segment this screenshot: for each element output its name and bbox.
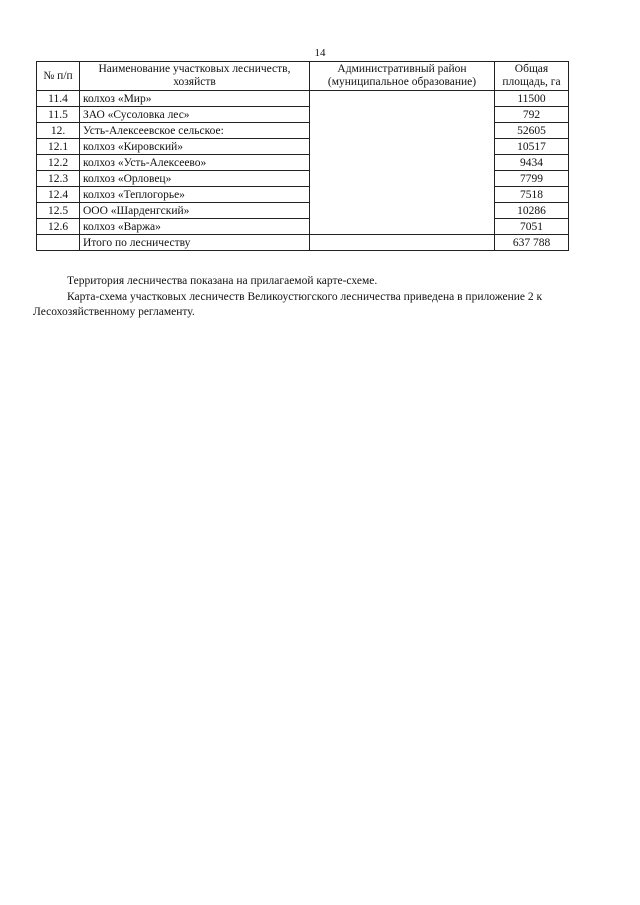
- row-area: 10517: [495, 139, 569, 155]
- header-area: Общая площадь, га: [495, 62, 569, 91]
- row-num: 12.3: [37, 171, 80, 187]
- table-header-row: [37, 62, 569, 91]
- row-num: 12.4: [37, 187, 80, 203]
- row-area: 10286: [495, 203, 569, 219]
- row-num: 12.2: [37, 155, 80, 171]
- row-name: колхоз «Теплогорье»: [80, 187, 310, 203]
- row-area: 52605: [495, 123, 569, 139]
- row-area: 7518: [495, 187, 569, 203]
- total-row: [37, 235, 569, 251]
- total-label: Итого по лесничеству: [80, 235, 310, 251]
- forestry-table: [36, 61, 569, 251]
- row-area: 792: [495, 107, 569, 123]
- total-num-cell: [37, 235, 80, 251]
- row-name: колхоз «Мир»: [80, 91, 310, 107]
- district-cell: [310, 91, 495, 235]
- row-num: 12.: [37, 123, 80, 139]
- row-name: колхоз «Орловец»: [80, 171, 310, 187]
- total-district-cell: [310, 235, 495, 251]
- row-name: ООО «Шарденгский»: [80, 203, 310, 219]
- row-area: 11500: [495, 91, 569, 107]
- header-name: Наименование участковых лесничеств, хозяйств: [80, 62, 310, 91]
- row-name: колхоз «Кировский»: [80, 139, 310, 155]
- row-num: 11.4: [37, 91, 80, 107]
- total-area: 637 788: [495, 235, 569, 251]
- row-area: 7051: [495, 219, 569, 235]
- row-num: 12.6: [37, 219, 80, 235]
- header-district: Административный район (муниципальное образование): [310, 62, 495, 91]
- row-name: ЗАО «Сусоловка лес»: [80, 107, 310, 123]
- row-num: 12.1: [37, 139, 80, 155]
- row-name: Усть-Алексеевское сельское:: [80, 123, 310, 139]
- row-name: колхоз «Варжа»: [80, 219, 310, 235]
- row-area: 9434: [495, 155, 569, 171]
- header-num: № п/п: [37, 62, 80, 91]
- page-number: 14: [314, 47, 326, 59]
- table-row: [37, 91, 569, 107]
- paragraph-map-reference: Территория лесничества показана на прилагаемой карте-схеме.: [67, 274, 378, 287]
- paragraph-map-appendix: Карта-схема участковых лесничеств Великоустюгского лесничества приведена в приложение 2 к Лесохозяйственному регламенту.: [33, 290, 543, 318]
- row-name: колхоз «Усть-Алексеево»: [80, 155, 310, 171]
- row-num: 11.5: [37, 107, 80, 123]
- row-area: 7799: [495, 171, 569, 187]
- row-num: 12.5: [37, 203, 80, 219]
